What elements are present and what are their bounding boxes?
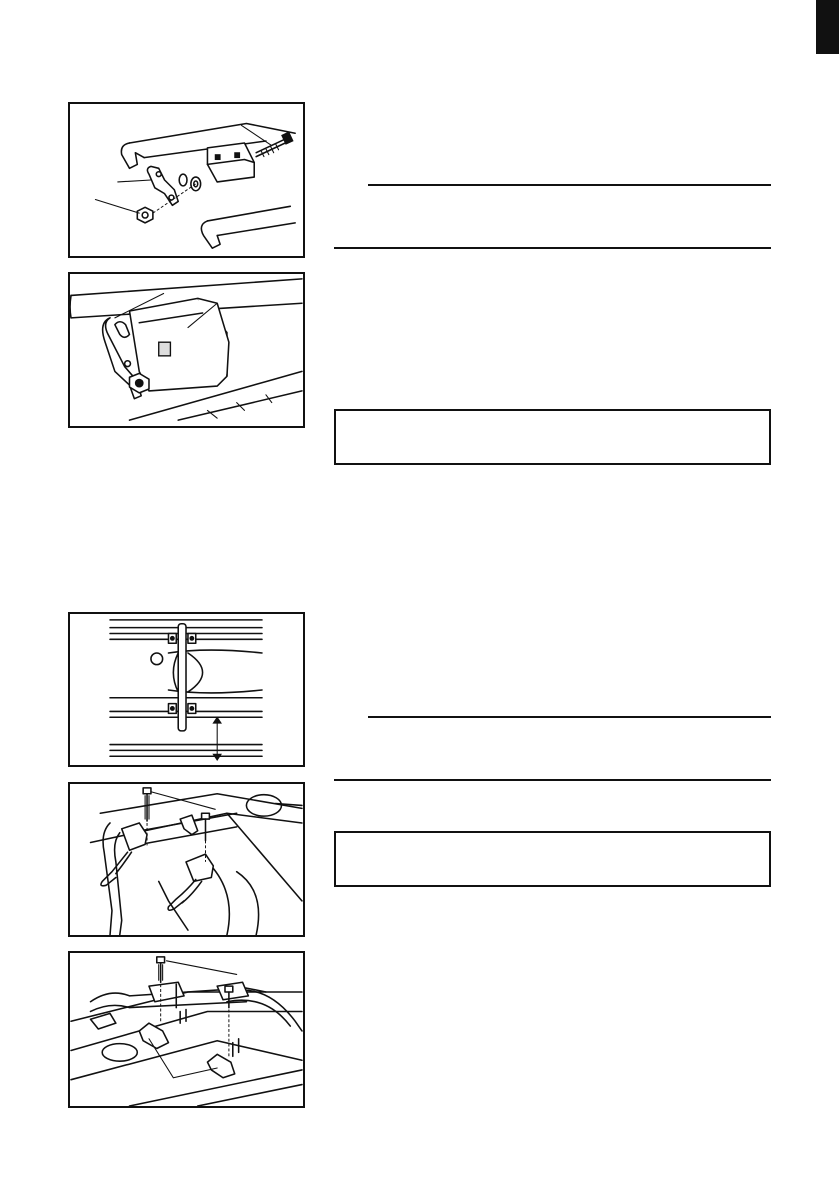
- rack-installation-rear-figure: [68, 951, 305, 1108]
- hook-assembly-illustration: [70, 274, 303, 426]
- section-rule: [368, 184, 771, 186]
- chapter-edge-tab: [816, 0, 839, 54]
- section-rule: [334, 247, 771, 249]
- note-box: [334, 831, 771, 887]
- rack-top-view-clearance-figure: [68, 612, 305, 767]
- rack-bracket-exploded-figure: [68, 102, 305, 258]
- section-rule: [334, 779, 771, 781]
- bolt-nut-washer-exploded-illustration: [70, 104, 303, 256]
- rack-installation-front-figure: [68, 782, 305, 937]
- rack-mount-illustration: [70, 953, 303, 1106]
- hook-on-rack-rail-figure: [68, 272, 305, 428]
- note-box: [334, 409, 771, 465]
- rack-mount-illustration: [70, 784, 303, 935]
- section-rule: [368, 716, 771, 718]
- top-view-illustration: [70, 614, 303, 765]
